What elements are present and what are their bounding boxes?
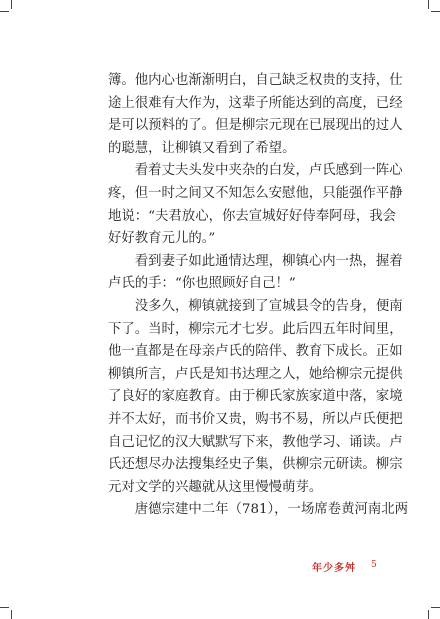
text-line: 柳镇所言，卢氏是知书达理之人，她给柳宗元提供 — [108, 366, 403, 382]
text-line: 地说：“夫君放心，你去宣城好好侍奉阿母，我会 — [108, 208, 397, 224]
text-line: 没多久，柳镇就接到了宣城县令的告身，便南 — [134, 298, 403, 314]
text-line: 元对文学的兴趣就从这里慢慢萌芽。 — [108, 479, 323, 495]
text-line: 簿。他内心也渐渐明白，自己缺乏权贵的支持，仕 — [108, 73, 403, 88]
paragraph — [108, 251, 403, 296]
text-line: 唐德宗建中二年（781），一场席卷黄河南北两 — [134, 502, 409, 518]
crop-mark-top-left-vertical — [11, 0, 12, 9]
crop-mark-bottom-left-vertical — [11, 610, 12, 619]
paragraph — [108, 499, 409, 522]
crop-mark-top-right-horizontal — [431, 11, 440, 12]
text-line: 卢氏的手：“你也照顾好自己！” — [108, 276, 296, 292]
page-number: 5 — [371, 560, 377, 570]
paragraph — [108, 160, 403, 250]
running-footer-title: 年少多舛 — [312, 563, 356, 574]
crop-mark-top-right-vertical — [428, 0, 429, 9]
text-line: 他一直都是在母亲卢氏的陪伴、教育下成长。正如 — [108, 344, 403, 360]
text-line: 的聪慧，让柳镇又看到了希望。 — [108, 140, 296, 156]
text-line: 疼，但一时之间又不知怎么安慰他，只能强作平静 — [108, 185, 403, 201]
text-line: 下了。当时，柳宗元才七岁。此后四五年时间里， — [108, 321, 403, 337]
text-line: 氏还想尽办法搜集经史子集，供柳宗元研读。柳宗 — [108, 457, 403, 473]
crop-mark-bottom-left-horizontal — [0, 607, 9, 608]
text-line: 看着丈夫头发中夹杂的白发，卢氏感到一阵心 — [134, 163, 403, 179]
text-line: 并不太好，而书价又贵，购书不易，所以卢氏便把 — [108, 411, 403, 427]
text-line: 途上很难有大作为，这辈子所能达到的高度，已经 — [108, 95, 403, 111]
page-body-text — [108, 70, 409, 522]
crop-mark-bottom-right-vertical — [428, 610, 429, 619]
crop-mark-bottom-right-horizontal — [431, 607, 440, 608]
paragraph — [108, 296, 403, 499]
text-line: 好好教育元儿的。” — [108, 231, 216, 247]
text-line: 了良好的家庭教育。由于柳氏家族家道中落，家境 — [108, 389, 403, 405]
crop-mark-top-left-horizontal — [0, 11, 9, 12]
page-footer — [0, 559, 440, 575]
text-line: 自己记忆的汉大赋默写下来，教他学习、诵读。卢 — [108, 434, 403, 450]
text-line: 是可以预料的了。但是柳宗元现在已展现出的过人 — [108, 118, 403, 134]
text-line: 看到妻子如此通情达理，柳镇心内一热，握着 — [134, 253, 403, 269]
paragraph — [108, 70, 403, 160]
